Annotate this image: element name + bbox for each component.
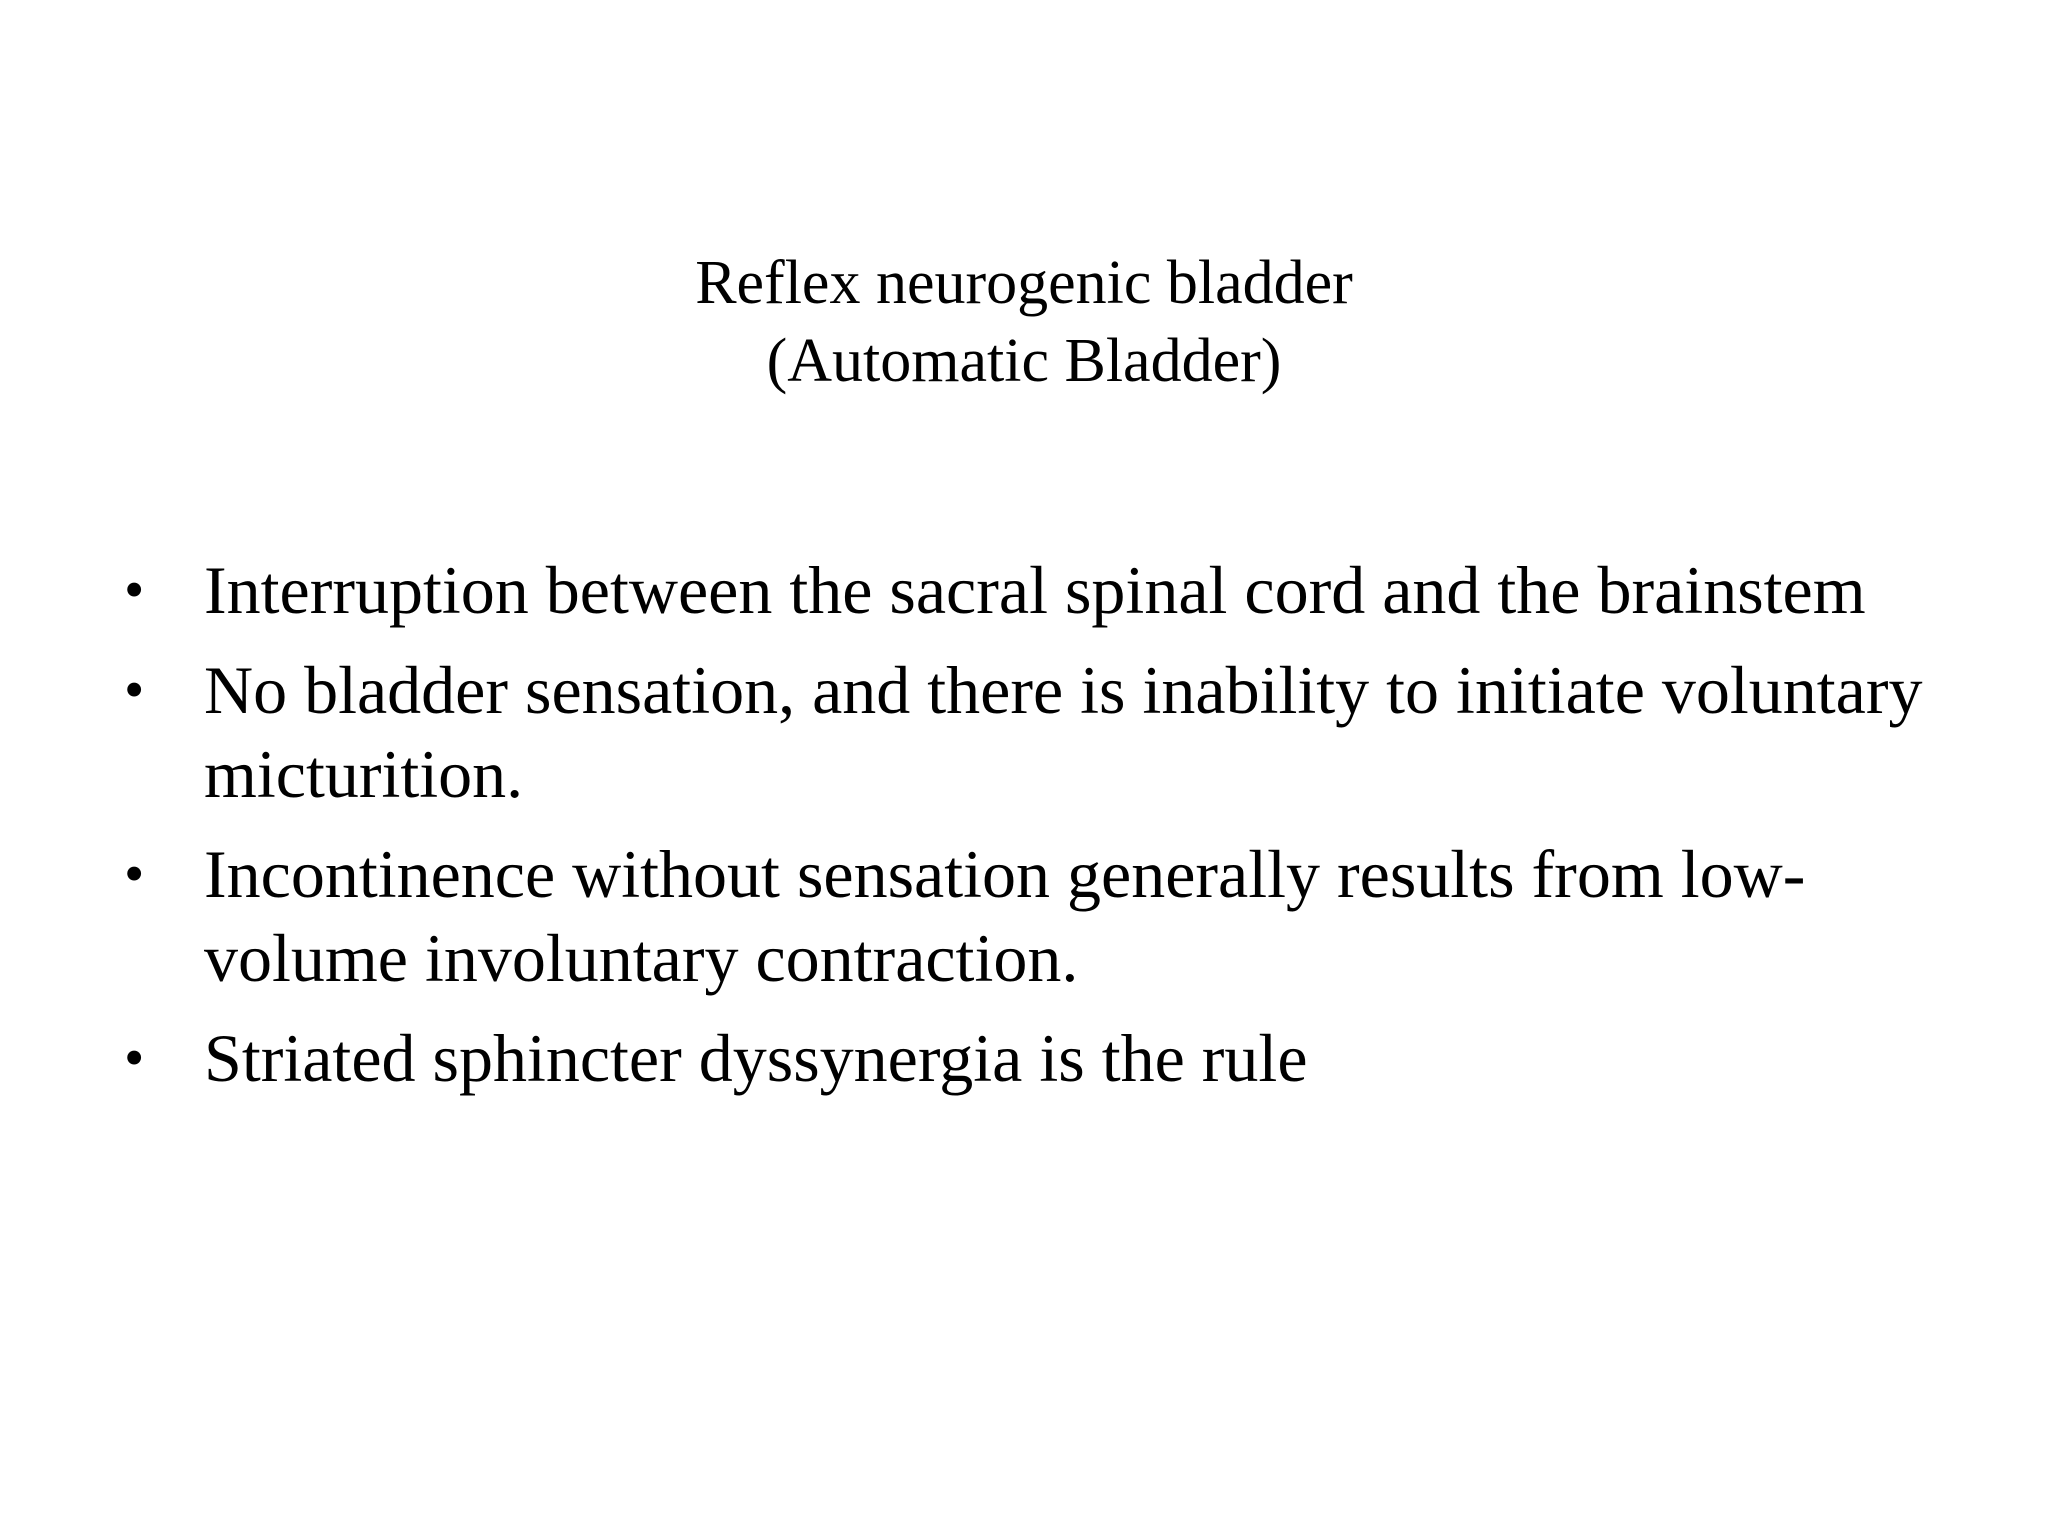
bullet-icon: • bbox=[124, 657, 145, 722]
bullet-item bbox=[118, 548, 1958, 632]
slide-title: Reflex neurogenic bladder bbox=[695, 249, 1353, 317]
bullet-item bbox=[118, 1016, 1958, 1100]
bullet-text: Interruption between the sacral spinal cord and the brainstem bbox=[204, 552, 1866, 628]
bullet-item bbox=[118, 832, 1958, 1000]
slide-subtitle: (Automatic Bladder) bbox=[766, 327, 1282, 395]
bullet-icon: • bbox=[124, 1025, 145, 1090]
bullet-text: Striated sphincter dyssynergia is the rule bbox=[204, 1020, 1308, 1096]
bullet-text: No bladder sensation, and there is inability to initiate voluntary micturition. bbox=[204, 652, 1923, 812]
bullet-text: Incontinence without sensation generally results from low-volume involuntary contraction. bbox=[204, 836, 1806, 996]
bullet-icon: • bbox=[124, 557, 145, 622]
bullet-icon: • bbox=[124, 841, 145, 906]
bullet-list bbox=[118, 548, 1958, 1116]
bullet-item bbox=[118, 648, 1958, 816]
